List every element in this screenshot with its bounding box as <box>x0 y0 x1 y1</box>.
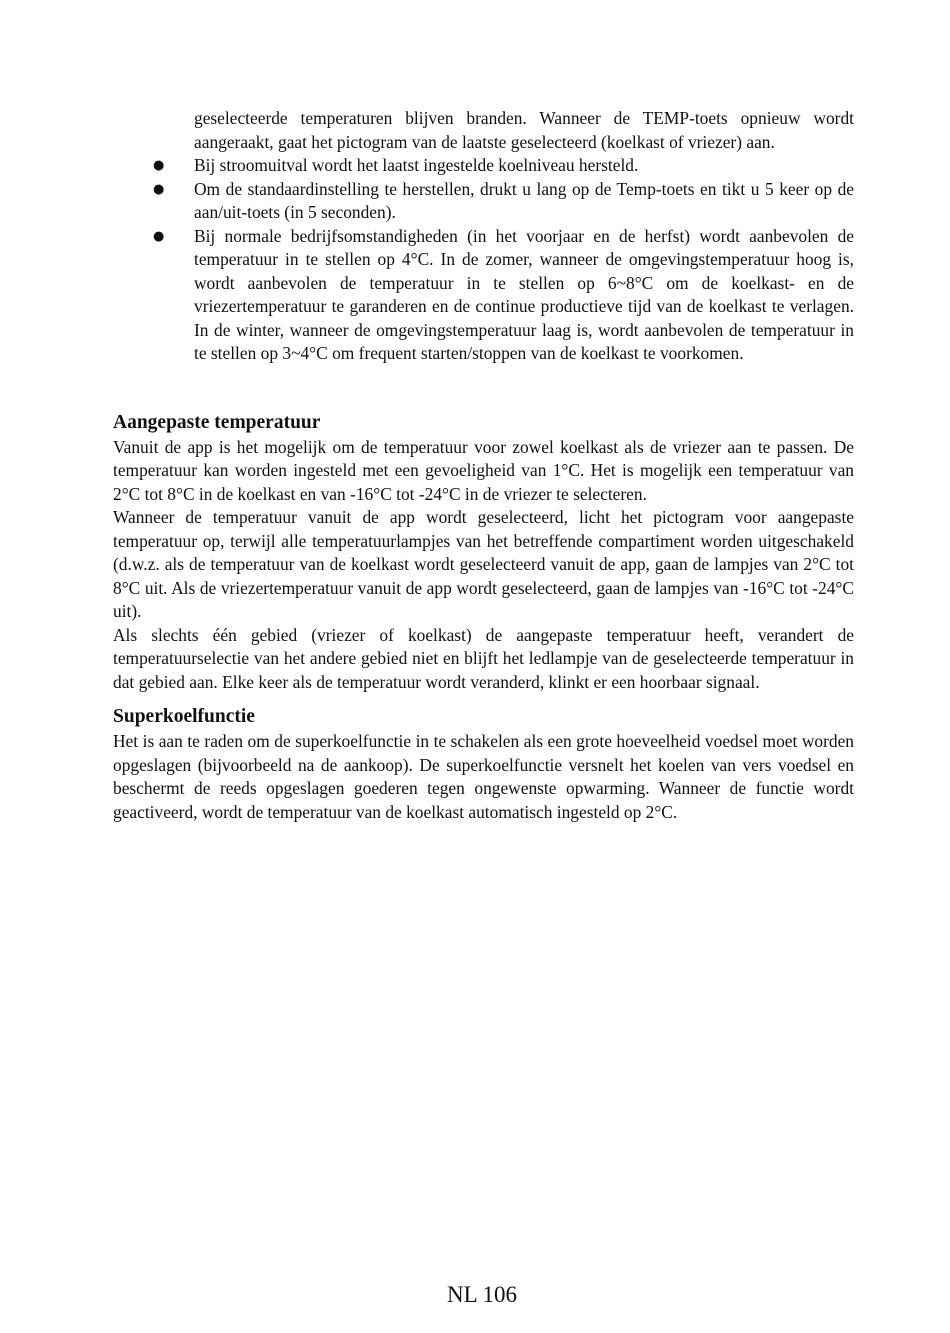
page-number: NL 106 <box>446 1282 518 1307</box>
list-item <box>113 154 854 178</box>
body-paragraph: Wanneer de temperatuur vanuit de app wordt geselecteerd, licht het pictogram voor aangepaste temperatuur op, terwijl alle temperatuurlampjes van het betreffende compartiment worden uitgeschakeld (d.w.z. als de temperatuur van de koelkast wordt geselecteerd vanuit de app, gaan de lampjes van 2°C tot 8°C uit. Als de vriezertemperatuur vanuit de app wordt geselecteerd, gaan de lampjes van -16°C tot -24°C uit). <box>113 507 854 621</box>
section-heading-supercool: Superkoelfunctie <box>113 706 255 727</box>
list-item-text: Bij stroomuitval wordt het laatst ingestelde koelniveau hersteld. <box>194 155 639 175</box>
list-item <box>113 178 854 225</box>
body-paragraph: Vanuit de app is het mogelijk om de temperatuur voor zowel koelkast als de vriezer aan te passen. De temperatuur kan worden ingesteld met een gevoeligheid van 1°C. Het is mogelijk een temperatuur van 2°C tot 8°C in de koelkast en van -16°C tot -24°C in de vriezer te selecteren. <box>113 436 854 504</box>
list-item-text: Om de standaardinstelling te herstellen, drukt u lang op de Temp-toets en tikt u 5 keer op de aan/uit-toets (in 5 seconden). <box>194 178 854 222</box>
bullet-icon: ● <box>153 181 165 197</box>
list-item <box>113 225 854 366</box>
list-item-text: Bij normale bedrijfsomstandigheden (in het voorjaar en de herfst) wordt aanbevolen de temperatuur in te stellen op 4°C. In de zomer, wanneer de omgevingstemperatuur hoog is, wordt aanbevolen de temperatuur in te stellen op 6~8°C om de koelkast- en de vriezertemperatuur te garanderen en de continue productieve tijd van de koelkast te verlagen. In de winter, wanneer de omgevingstemperatuur laag is, wordt aanbevolen de temperatuur in te stellen op 3~4°C om frequent starten/stoppen van de koelkast te voorkomen. <box>194 225 854 363</box>
section-heading-custom-temperature: Aangepaste temperatuur <box>113 411 321 433</box>
body-paragraph: Als slechts één gebied (vriezer of koelkast) de aangepaste temperatuur heeft, verandert de temperatuurselectie van het andere gebied niet en blijft het ledlampje van de geselecteerde temperatuur in dat gebied aan. Elke keer als de temperatuur wordt veranderd, klinkt er een hoorbaar signaal. <box>113 624 854 692</box>
continuation-paragraph: geselecteerde temperaturen blijven branden. Wanneer de TEMP-toets opnieuw wordt aangeraakt, gaat het pictogram van de laatste geselecteerd (koelkast of vriezer) aan. <box>194 108 854 152</box>
bullet-list <box>113 154 854 366</box>
bullet-icon: ● <box>153 228 165 244</box>
body-paragraph: Het is aan te raden om de superkoelfunctie in te schakelen als een grote hoeveelheid voedsel moet worden opgeslagen (bijvoorbeeld na de aankoop). De superkoelfunctie versnelt het koelen van vers voedsel en beschermt de reeds opgeslagen goederen tegen ongewenste opwarming. Wanneer de functie wordt geactiveerd, wordt de temperatuur van de koelkast automatisch ingesteld op 2°C. <box>113 731 854 822</box>
bullet-icon: ● <box>153 158 165 173</box>
page-content <box>113 107 854 824</box>
